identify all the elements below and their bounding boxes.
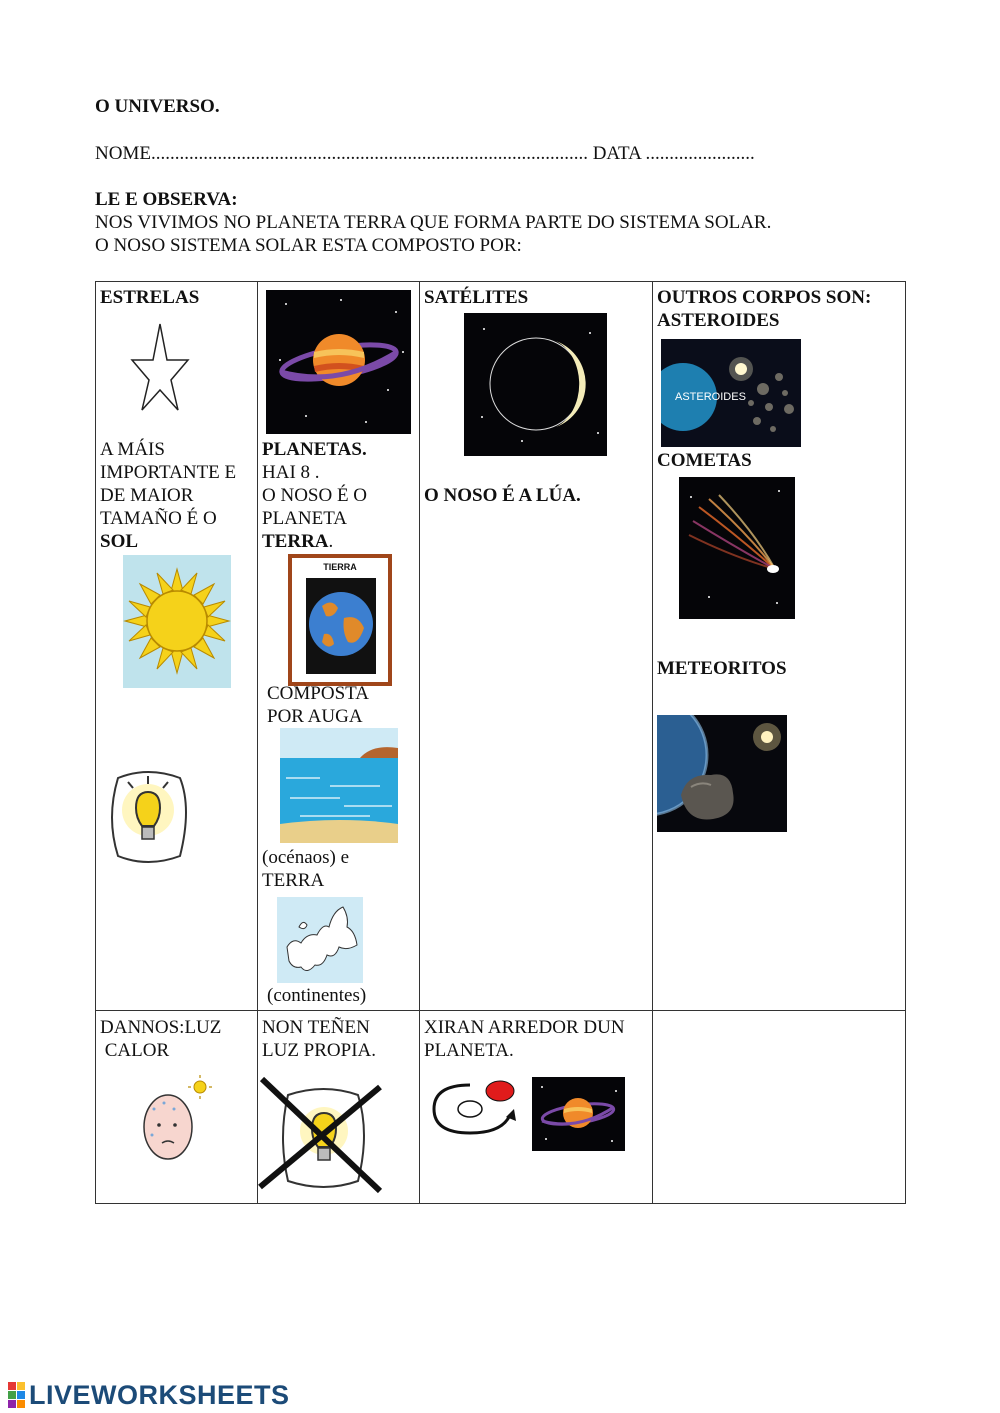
cell-estrelas	[96, 282, 258, 1011]
cell-outros-row2	[653, 1011, 906, 1204]
sun-label: SOL	[100, 531, 139, 552]
cell-outros	[653, 282, 906, 1011]
estrelas-desc-2: IMPORTANTE E	[100, 462, 237, 483]
composed-line-1: COMPOSTA	[267, 683, 369, 704]
asteroids-image	[661, 339, 801, 447]
planetas-row2-line-2: LUZ PROPIA.	[262, 1040, 377, 1061]
satelites-row2-line-2: PLANETA.	[424, 1040, 514, 1061]
comet-image	[679, 477, 795, 619]
light-bulb-icon	[106, 768, 190, 868]
estrelas-title: ESTRELAS	[100, 287, 200, 308]
ocean-image	[280, 728, 398, 843]
composed-line-2: POR AUGA	[267, 706, 363, 727]
orbit-icon	[430, 1077, 520, 1141]
oceans-line-2: TERRA	[262, 870, 325, 891]
intro-line-1: NOS VIVIMOS NO PLANETA TERRA QUE FORMA PARTE DO SISTEMA SOLAR.	[95, 212, 772, 233]
earth-poster-label: TIERRA	[323, 562, 357, 572]
estrelas-row2-line-2: CALOR	[100, 1040, 170, 1061]
planetas-line-3: PLANETA	[262, 508, 348, 529]
earth-suffix: .	[328, 531, 334, 552]
outros-title: OUTROS CORPOS SON:	[657, 287, 872, 308]
saturn-image	[266, 290, 411, 434]
estrelas-desc-3: DE MAIOR	[100, 485, 194, 506]
liveworksheets-footer[interactable]	[8, 1380, 290, 1410]
hot-face-icon	[140, 1073, 212, 1165]
planetas-title: PLANETAS.	[262, 439, 367, 460]
estrelas-desc-1: A MÁIS	[100, 439, 165, 460]
star-icon	[130, 322, 190, 412]
name-date-line[interactable]: NOME............................................................................................ DATA .......................	[95, 143, 755, 164]
satelites-title: SATÉLITES	[424, 287, 529, 308]
asteroids-image-label: ASTEROIDES	[675, 391, 746, 403]
europe-map-image	[277, 897, 363, 983]
no-light-icon	[258, 1073, 388, 1197]
comets-title: COMETAS	[657, 450, 752, 471]
earth-poster	[288, 554, 392, 686]
sun-icon	[123, 555, 231, 688]
continents-label: (continentes)	[267, 985, 367, 1006]
estrelas-desc-4: TAMAÑO É O	[100, 508, 217, 529]
planetas-line-1: HAI 8 .	[262, 462, 320, 483]
planetas-row2-line-1: NON TEÑEN	[262, 1017, 370, 1038]
cell-planetas	[258, 282, 420, 1011]
intro-heading: LE E OBSERVA:	[95, 189, 238, 210]
intro-line-2: O NOSO SISTEMA SOLAR ESTA COMPOSTO POR:	[95, 235, 522, 256]
moon-image	[464, 313, 607, 456]
satelites-row2-line-1: XIRAN ARREDOR DUN	[424, 1017, 625, 1038]
cell-satelites	[420, 282, 653, 1011]
meteorites-title: METEORITOS	[657, 658, 787, 679]
meteorite-image	[657, 715, 787, 832]
earth-label: TERRA	[262, 531, 329, 552]
page-title: O UNIVERSO.	[95, 96, 220, 117]
moon-label: O NOSO É A LÚA.	[424, 485, 581, 506]
cell-satelites-row2	[420, 1011, 653, 1204]
liveworksheets-logo-icon	[8, 1382, 25, 1408]
asteroids-title: ASTEROIDES	[657, 310, 780, 331]
solar-system-table	[95, 281, 906, 1204]
saturn-small-image	[532, 1077, 625, 1151]
cell-estrelas-row2	[96, 1011, 258, 1204]
planetas-line-2: O NOSO É O	[262, 485, 368, 506]
estrelas-row2-line-1: DANNOS:LUZ	[100, 1017, 222, 1038]
liveworksheets-brand: LIVEWORKSHEETS	[29, 1379, 290, 1410]
cell-planetas-row2	[258, 1011, 420, 1204]
oceans-line-1: (océnaos) e	[262, 847, 350, 868]
